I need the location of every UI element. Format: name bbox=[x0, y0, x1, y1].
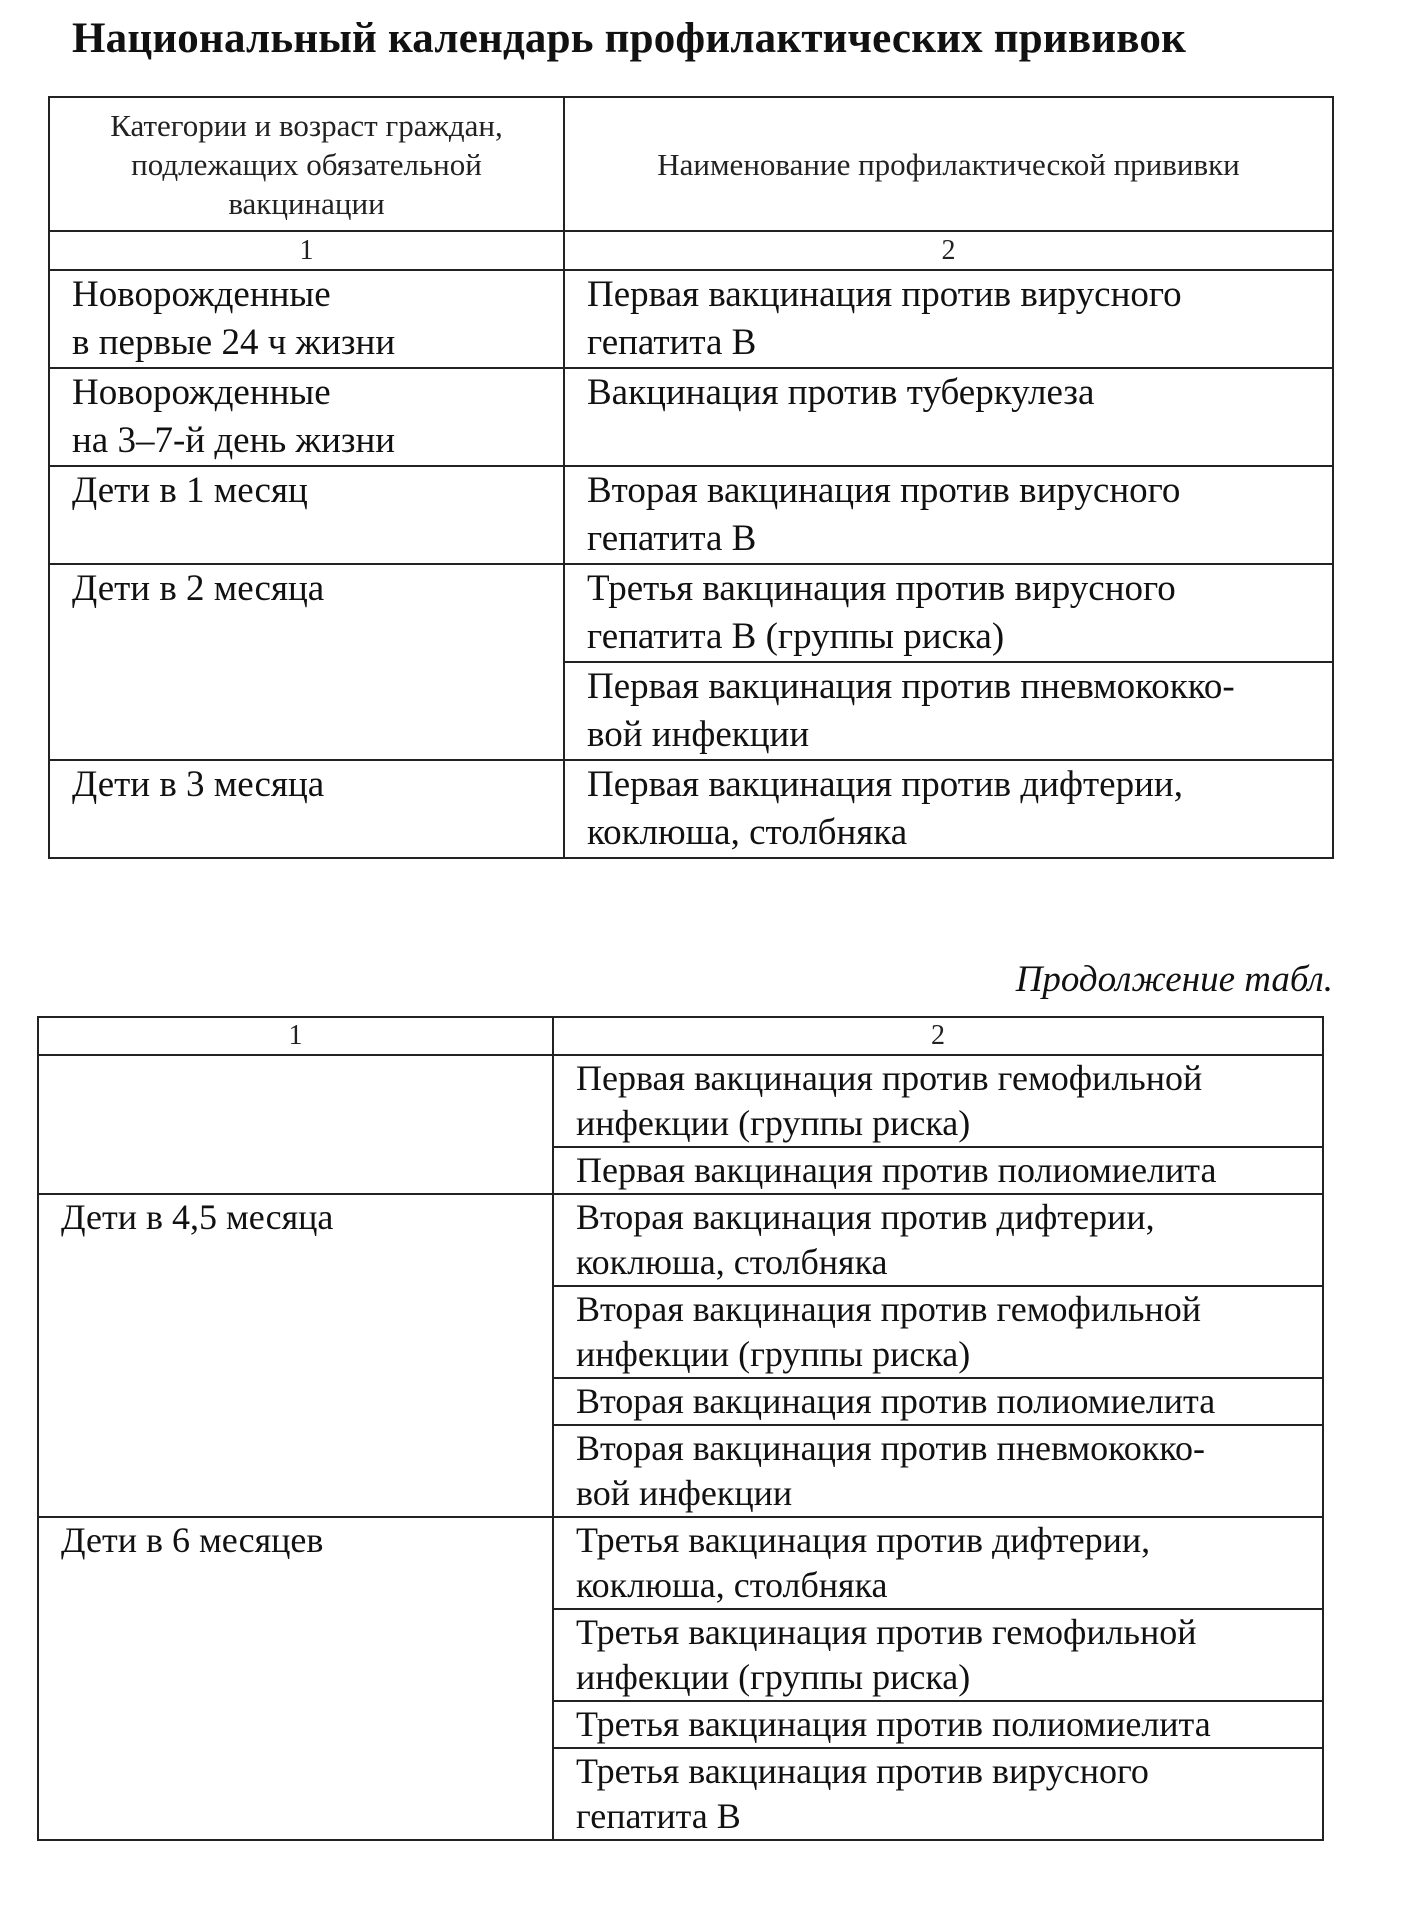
table-row bbox=[49, 270, 1333, 368]
vaccine-cell-line: Вторая вакцинация против полиомиелита bbox=[576, 1381, 1216, 1421]
vaccine-cell-line: Первая вакцинация против вирусного bbox=[587, 274, 1182, 315]
column-number: 1 bbox=[38, 1017, 553, 1055]
vaccine-cell bbox=[553, 1701, 1323, 1748]
category-cell-line: Дети в 3 месяца bbox=[72, 764, 325, 805]
category-cell bbox=[38, 1194, 553, 1517]
vaccine-cell-line: гепатита В bbox=[587, 322, 757, 363]
category-cell-line: в первые 24 ч жизни bbox=[72, 322, 396, 363]
vaccine-cell-line: инфекции (группы риска) bbox=[576, 1657, 971, 1697]
header-row bbox=[49, 97, 1333, 231]
vaccine-cell bbox=[564, 760, 1333, 858]
header-category bbox=[49, 97, 564, 231]
table-row bbox=[49, 760, 1333, 858]
vaccine-cell bbox=[553, 1147, 1323, 1194]
vaccine-cell-line: Первая вакцинация против пневмококко- bbox=[587, 666, 1235, 707]
vaccine-cell-line: инфекции (группы риска) bbox=[576, 1334, 971, 1374]
column-number-row bbox=[38, 1017, 1323, 1055]
category-cell bbox=[49, 564, 564, 760]
vaccine-cell bbox=[564, 270, 1333, 368]
vaccine-cell bbox=[553, 1286, 1323, 1378]
vaccination-table-part2 bbox=[37, 1016, 1324, 1841]
vaccine-cell-line: Третья вакцинация против гемофильной bbox=[576, 1612, 1197, 1652]
category-cell-line: Дети в 2 месяца bbox=[72, 568, 325, 609]
vaccine-cell-line: Первая вакцинация против дифтерии, bbox=[587, 764, 1183, 805]
vaccine-cell bbox=[553, 1748, 1323, 1840]
vaccine-cell-line: Вторая вакцинация против вирусного bbox=[587, 470, 1181, 511]
vaccine-cell-line: Третья вакцинация против дифтерии, bbox=[576, 1520, 1151, 1560]
vaccination-table-part1 bbox=[48, 96, 1334, 859]
continuation-label: Продолжение табл. bbox=[1015, 959, 1333, 1000]
vaccine-cell-line: Третья вакцинация против полиомиелита bbox=[576, 1704, 1211, 1744]
header-category-line: Категории и возраст граждан, bbox=[110, 107, 503, 143]
table2-body bbox=[38, 1017, 1323, 1840]
category-cell bbox=[38, 1517, 553, 1840]
vaccine-cell bbox=[553, 1055, 1323, 1147]
category-cell-line: Дети в 6 месяцев bbox=[61, 1520, 324, 1560]
vaccine-cell bbox=[553, 1425, 1323, 1517]
vaccine-cell-line: Первая вакцинация против гемофильной bbox=[576, 1058, 1203, 1098]
vaccine-cell-line: коклюша, столбняка bbox=[576, 1242, 888, 1282]
table-row bbox=[38, 1194, 1323, 1286]
table-row bbox=[38, 1055, 1323, 1147]
category-cell-line: Новорожденные bbox=[72, 372, 331, 413]
vaccine-cell bbox=[553, 1517, 1323, 1609]
category-cell-line: на 3–7-й день жизни bbox=[72, 420, 396, 461]
vaccine-cell-line: гепатита В bbox=[587, 518, 757, 559]
vaccine-cell bbox=[564, 564, 1333, 662]
category-cell bbox=[49, 466, 564, 564]
vaccine-cell bbox=[564, 466, 1333, 564]
table-row bbox=[49, 466, 1333, 564]
vaccine-cell-line: Третья вакцинация против вирусного bbox=[576, 1751, 1149, 1791]
vaccine-cell-line: Третья вакцинация против вирусного bbox=[587, 568, 1176, 609]
table-row bbox=[38, 1517, 1323, 1609]
category-cell-line: Новорожденные bbox=[72, 274, 331, 315]
category-cell bbox=[49, 368, 564, 466]
vaccine-cell-line: гепатита В (группы риска) bbox=[587, 616, 1005, 657]
vaccine-cell bbox=[553, 1609, 1323, 1701]
header-category-line: подлежащих обязательной bbox=[131, 146, 482, 182]
table1-body bbox=[49, 97, 1333, 858]
table-row bbox=[49, 564, 1333, 662]
page-title: Национальный календарь профилактических прививок bbox=[72, 15, 1187, 62]
vaccine-cell-line: коклюша, столбняка bbox=[587, 812, 908, 853]
vaccine-cell-line: инфекции (группы риска) bbox=[576, 1103, 971, 1143]
category-cell bbox=[38, 1055, 553, 1194]
vaccine-cell bbox=[553, 1194, 1323, 1286]
vaccine-cell-line: Вторая вакцинация против гемофильной bbox=[576, 1289, 1202, 1329]
vaccine-cell-line: Первая вакцинация против полиомиелита bbox=[576, 1150, 1217, 1190]
vaccine-cell bbox=[564, 662, 1333, 760]
column-number-row bbox=[49, 231, 1333, 270]
category-cell-line: Дети в 1 месяц bbox=[72, 470, 308, 511]
vaccine-cell-line: Вторая вакцинация против дифтерии, bbox=[576, 1197, 1155, 1237]
vaccine-cell-line: вой инфекции bbox=[587, 714, 810, 755]
vaccine-cell-line: Вакцинация против туберкулеза bbox=[587, 372, 1095, 413]
vaccine-cell bbox=[553, 1378, 1323, 1425]
header-category-line: вакцинации bbox=[228, 185, 385, 221]
vaccine-cell bbox=[564, 368, 1333, 466]
category-cell bbox=[49, 760, 564, 858]
category-cell-line: Дети в 4,5 месяца bbox=[61, 1197, 334, 1237]
category-cell bbox=[49, 270, 564, 368]
vaccine-cell-line: Вторая вакцинация против пневмококко- bbox=[576, 1428, 1205, 1468]
vaccine-cell-line: коклюша, столбняка bbox=[576, 1565, 888, 1605]
header-vaccine: Наименование профилактической прививки bbox=[564, 97, 1333, 231]
column-number: 2 bbox=[564, 231, 1333, 270]
column-number: 2 bbox=[553, 1017, 1323, 1055]
column-number: 1 bbox=[49, 231, 564, 270]
vaccine-cell-line: гепатита В bbox=[576, 1796, 741, 1836]
table-row bbox=[49, 368, 1333, 466]
vaccine-cell-line: вой инфекции bbox=[576, 1473, 793, 1513]
